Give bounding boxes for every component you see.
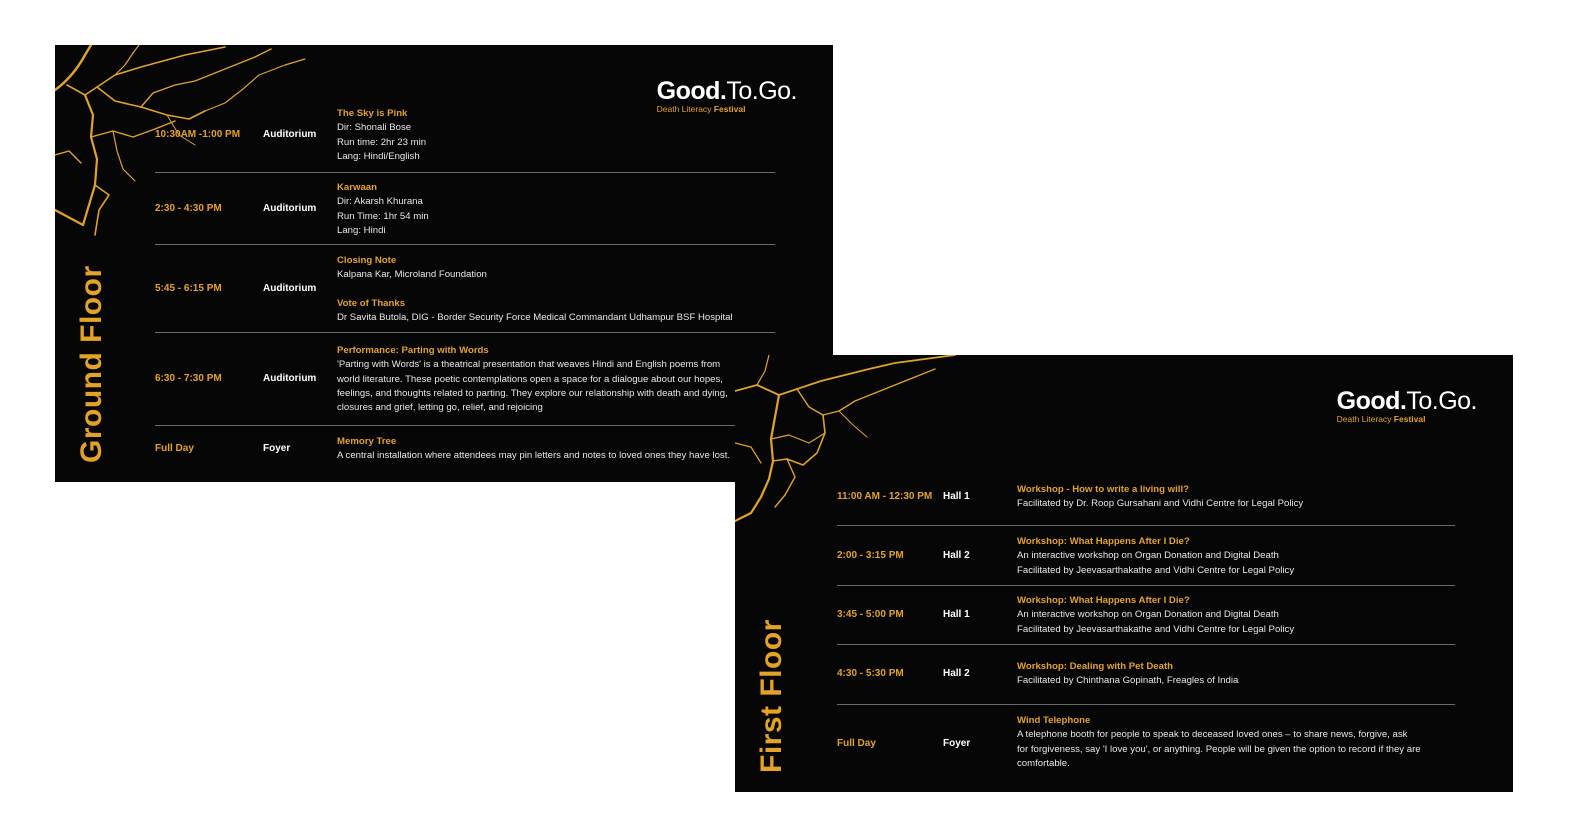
session-detail-line: Dr Savita Butola, DIG - Border Security Force Medical Commandant Udhampur BSF Hospital xyxy=(337,311,733,323)
session-venue: Auditorium xyxy=(263,203,317,214)
session-detail-line: Dir: Akarsh Khurana xyxy=(337,196,423,208)
logo-tagline-bold: Festival xyxy=(1393,414,1426,424)
ground-floor-schedule xyxy=(155,45,775,482)
session-detail-line: closures and grief, letting go, relief, and rejoicing xyxy=(337,402,543,414)
session-time: 6:30 - 7:30 PM xyxy=(155,373,222,384)
session-detail-line: Run Time: 1hr 54 min xyxy=(337,210,429,222)
schedule-row xyxy=(837,483,1455,519)
session-title: Workshop: Dealing with Pet Death xyxy=(1017,661,1174,672)
session-detail-line: feelings, and thoughts related to parting. They explore our relationship with death and dying, xyxy=(337,387,728,399)
session-detail-line: comfortable. xyxy=(1017,757,1070,769)
session-time: 11:00 AM - 12:30 PM xyxy=(837,491,933,502)
logo-tagline-light: Death Literacy xyxy=(656,104,714,114)
session-details xyxy=(1017,483,1303,512)
session-venue: Hall 2 xyxy=(943,550,970,561)
floor-title: First Floor xyxy=(755,619,788,773)
session-venue: Hall 1 xyxy=(943,609,970,620)
row-divider xyxy=(155,425,775,426)
session-details xyxy=(337,435,730,464)
session-detail-line: Facilitated by Dr. Roop Gursahani and Vidhi Centre for Legal Policy xyxy=(1017,498,1304,510)
logo-word-to: To. xyxy=(1406,387,1439,415)
session-detail-line: Kalpana Kar, Microland Foundation xyxy=(337,269,487,281)
session-time: 2:00 - 3:15 PM xyxy=(837,550,904,561)
logo-word-go: Go. xyxy=(1438,387,1477,415)
session-venue: Auditorium xyxy=(263,283,317,294)
session-details xyxy=(337,254,733,325)
session-time: 5:45 - 6:15 PM xyxy=(155,283,222,294)
session-detail-line: A telephone booth for people to speak to deceased loved ones – to share news, forgive, ask xyxy=(1017,729,1408,741)
session-detail-line: Facilitated by Chinthana Gopinath, Freagles of India xyxy=(1017,675,1239,687)
schedule-row xyxy=(837,594,1455,642)
row-divider xyxy=(837,525,1455,526)
session-title: Performance: Parting with Words xyxy=(337,345,489,356)
session-details xyxy=(1017,535,1294,578)
session-title: Workshop: What Happens After I Die? xyxy=(1017,536,1190,547)
session-venue: Foyer xyxy=(943,738,971,749)
schedule-row xyxy=(155,254,775,334)
session-details xyxy=(337,107,426,164)
row-divider xyxy=(837,644,1455,645)
schedule-row xyxy=(837,714,1455,774)
session-venue: Auditorium xyxy=(263,129,317,140)
floor-title: Ground Floor xyxy=(75,265,108,463)
session-time: 10:30AM -1:00 PM xyxy=(155,129,241,140)
row-divider xyxy=(837,585,1455,586)
session-title: Workshop - How to write a living will? xyxy=(1017,484,1189,495)
session-detail-line: Facilitated by Jeevasarthakathe and Vidhi Centre for Legal Policy xyxy=(1017,623,1295,635)
logo-word-good: Good. xyxy=(656,77,727,105)
logo-tagline-light: Death Literacy xyxy=(1336,414,1394,424)
session-detail-line xyxy=(337,283,733,297)
session-title: Closing Note xyxy=(337,255,397,266)
session-details xyxy=(1017,660,1238,689)
logo-tagline-bold: Festival xyxy=(713,104,746,114)
schedule-row xyxy=(155,107,775,171)
schedule-row xyxy=(837,535,1455,583)
session-title: Karwaan xyxy=(337,182,377,193)
session-detail-line: An interactive workshop on Organ Donation and Digital Death xyxy=(1017,609,1279,621)
session-detail-line: Dir: Shonali Bose xyxy=(337,122,412,134)
session-venue: Hall 2 xyxy=(943,668,970,679)
session-venue: Auditorium xyxy=(263,373,317,384)
session-detail-line: 'Parting with Words' is a theatrical presentation that weaves Hindi and English poems from xyxy=(337,359,721,371)
ground-floor-card xyxy=(55,45,833,482)
session-detail-line: world literature. These poetic contemplations open a space for a dialogue about our hopes, xyxy=(337,373,723,385)
session-venue: Foyer xyxy=(263,443,291,454)
session-details xyxy=(1017,594,1294,637)
session-time: Full Day xyxy=(837,738,876,749)
session-venue: Hall 1 xyxy=(943,491,970,502)
session-title: Vote of Thanks xyxy=(337,297,406,309)
first-floor-schedule xyxy=(837,355,1455,792)
session-detail-line: Run time: 2hr 23 min xyxy=(337,136,427,148)
session-detail-line: Facilitated by Jeevasarthakathe and Vidhi Centre for Legal Policy xyxy=(1017,564,1295,576)
session-details xyxy=(1017,714,1421,771)
session-time: Full Day xyxy=(155,443,194,454)
schedule-row xyxy=(155,435,775,475)
session-detail-line: A central installation where attendees may pin letters and notes to loved ones they have lost. xyxy=(337,450,731,462)
session-detail-line: Lang: Hindi/English xyxy=(337,150,420,162)
session-title: Wind Telephone xyxy=(1017,715,1091,726)
row-divider xyxy=(155,332,775,333)
session-detail-line: for forgiveness, say 'I love you', or anything. People will be given the option to record if they are xyxy=(1017,743,1421,755)
logo-word-good: Good. xyxy=(1336,387,1407,415)
row-divider xyxy=(837,704,1455,705)
session-title: Workshop: What Happens After I Die? xyxy=(1017,595,1190,606)
row-divider xyxy=(155,244,775,245)
first-floor-card xyxy=(735,355,1513,792)
session-title: Memory Tree xyxy=(337,436,397,447)
session-detail-line: An interactive workshop on Organ Donation and Digital Death xyxy=(1017,550,1279,562)
session-title: The Sky is Pink xyxy=(337,108,408,119)
schedule-row xyxy=(837,660,1455,696)
logo-word-go: Go. xyxy=(758,77,797,105)
schedule-row xyxy=(155,344,775,424)
session-detail-line: Lang: Hindi xyxy=(337,224,386,236)
session-details xyxy=(337,344,728,415)
logo-word-to: To. xyxy=(726,77,759,105)
row-divider xyxy=(155,172,775,173)
session-time: 2:30 - 4:30 PM xyxy=(155,203,222,214)
session-time: 3:45 - 5:00 PM xyxy=(837,609,904,620)
session-time: 4:30 - 5:30 PM xyxy=(837,668,904,679)
session-details xyxy=(337,181,429,238)
schedule-row xyxy=(155,181,775,245)
